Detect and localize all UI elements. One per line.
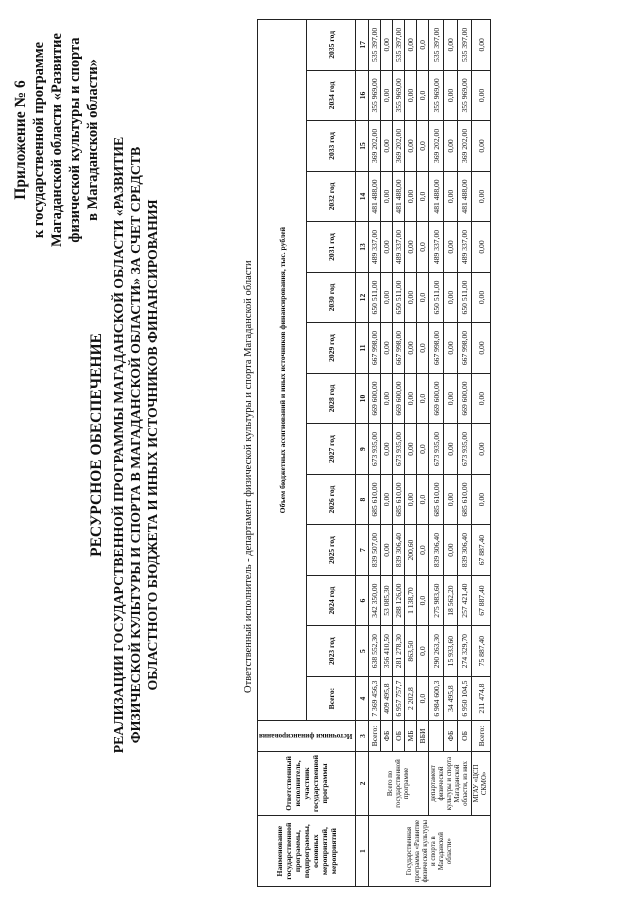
- value-cell: 839 306,40: [393, 525, 405, 576]
- column-number: 11: [356, 323, 369, 374]
- value-cell: 481 488,00: [458, 171, 472, 222]
- value-cell: 535 397,00: [393, 20, 405, 71]
- value-cell: 290 263,30: [429, 626, 443, 677]
- value-cell: 0,00: [443, 222, 457, 273]
- appendix-title: Приложение № 6: [12, 80, 29, 200]
- source-cell: Всего:: [369, 721, 381, 751]
- value-cell: 839 507,00: [369, 525, 381, 576]
- value-cell: 0,00: [472, 20, 491, 71]
- column-number: 9: [356, 424, 369, 475]
- value-cell: 669 600,00: [369, 373, 381, 424]
- value-cell: 0,00: [443, 474, 457, 525]
- header-volume: Объем бюджетных ассигнований и иных источников финансирования, тыс. рублей: [258, 20, 307, 721]
- header-year: 2027 год: [307, 424, 356, 475]
- header-year: 2033 год: [307, 121, 356, 172]
- value-cell: 0,00: [381, 70, 393, 121]
- value-cell: 0,00: [405, 222, 417, 273]
- column-number: 5: [356, 626, 369, 677]
- value-cell: 0,00: [405, 20, 417, 71]
- value-cell: 650 511,00: [369, 272, 381, 323]
- value-cell: 0,00: [381, 525, 393, 576]
- value-cell: 863,50: [405, 626, 417, 677]
- column-number: 13: [356, 222, 369, 273]
- value-cell: 685 610,00: [393, 474, 405, 525]
- column-number: 16: [356, 70, 369, 121]
- header-year: 2035 год: [307, 20, 356, 71]
- value-cell: 0,00: [472, 121, 491, 172]
- value-cell: 489 337,00: [429, 222, 443, 273]
- value-cell: 669 600,00: [393, 373, 405, 424]
- value-cell: 0,00: [443, 424, 457, 475]
- value-cell: 67 887,40: [472, 575, 491, 626]
- value-cell: 0,00: [381, 474, 393, 525]
- column-number: 3: [356, 721, 369, 751]
- header-year: 2032 год: [307, 171, 356, 222]
- source-cell: ФБ: [381, 721, 393, 751]
- value-cell: 0,00: [381, 323, 393, 374]
- column-number: 14: [356, 171, 369, 222]
- header-year: 2029 год: [307, 323, 356, 374]
- value-cell: 667 998,00: [458, 323, 472, 374]
- value-cell: 369 202,00: [393, 121, 405, 172]
- value-cell: 685 610,00: [429, 474, 443, 525]
- header-year: 2025 год: [307, 525, 356, 576]
- appendix-line: Магаданской области «Развитие: [49, 33, 65, 247]
- heading-line: ОБЛАСТНОГО БЮДЖЕТА И ИНЫХ ИСТОЧНИКОВ ФИНАНСИРОВАНИЯ: [145, 199, 160, 691]
- source-cell: МБ: [405, 721, 417, 751]
- value-cell: 0,00: [405, 373, 417, 424]
- table-row: [369, 20, 381, 887]
- value-cell: 342 350,00: [369, 575, 381, 626]
- value-cell: 200,60: [405, 525, 417, 576]
- column-number: 2: [356, 751, 369, 816]
- value-cell: 673 935,00: [369, 424, 381, 475]
- value-cell: 650 511,00: [458, 272, 472, 323]
- value-cell: 2 202,8: [405, 676, 417, 720]
- value-cell: 0,00: [381, 171, 393, 222]
- value-cell: 839 306,40: [458, 525, 472, 576]
- value-cell: 355 969,00: [429, 70, 443, 121]
- value-cell: 7 369 456,3: [369, 676, 381, 720]
- header-total: Всего:: [307, 676, 356, 720]
- value-cell: 685 610,00: [369, 474, 381, 525]
- value-cell: 0,0: [417, 474, 429, 525]
- value-cell: 34 495,8: [443, 676, 457, 720]
- column-number: 6: [356, 575, 369, 626]
- value-cell: 0,0: [417, 525, 429, 576]
- header-source-text: Источники финансирования: [259, 732, 353, 741]
- responsible-cell: Всего по государственной программе: [369, 751, 429, 816]
- value-cell: 667 998,00: [369, 323, 381, 374]
- source-cell: ФБ: [443, 721, 457, 751]
- value-cell: 0,00: [443, 70, 457, 121]
- source-cell: ОБ: [458, 721, 472, 751]
- value-cell: 0,00: [472, 70, 491, 121]
- heading-line: РЕАЛИЗАЦИИ ГОСУДАРСТВЕННОЙ ПРОГРАММЫ МАГАДАНСКОЙ ОБЛАСТИ «РАЗВИТИЕ: [111, 136, 126, 754]
- value-cell: 481 488,00: [369, 171, 381, 222]
- source-cell: [429, 721, 443, 751]
- value-cell: 0,0: [417, 676, 429, 720]
- value-cell: 489 337,00: [458, 222, 472, 273]
- value-cell: 1 138,70: [405, 575, 417, 626]
- column-number: 4: [356, 676, 369, 720]
- value-cell: 257 421,40: [458, 575, 472, 626]
- resource-table: [257, 19, 491, 887]
- value-cell: 0,0: [417, 373, 429, 424]
- value-cell: 275 983,60: [429, 575, 443, 626]
- value-cell: 673 935,00: [393, 424, 405, 475]
- table-row: [472, 20, 491, 887]
- value-cell: 0,00: [405, 70, 417, 121]
- table-body: [369, 20, 491, 887]
- value-cell: 0,00: [381, 222, 393, 273]
- value-cell: 535 397,00: [429, 20, 443, 71]
- value-cell: 673 935,00: [429, 424, 443, 475]
- value-cell: 369 202,00: [429, 121, 443, 172]
- column-number: 17: [356, 20, 369, 71]
- value-cell: 15 933,60: [443, 626, 457, 677]
- value-cell: 0,0: [417, 222, 429, 273]
- value-cell: 0,00: [443, 373, 457, 424]
- value-cell: 0,00: [472, 424, 491, 475]
- value-cell: 0,00: [405, 121, 417, 172]
- value-cell: 0,00: [472, 222, 491, 273]
- value-cell: 0,00: [405, 323, 417, 374]
- column-number: 7: [356, 525, 369, 576]
- value-cell: 0,0: [417, 323, 429, 374]
- value-cell: 356 410,50: [381, 626, 393, 677]
- value-cell: 0,00: [472, 272, 491, 323]
- value-cell: 0,00: [381, 20, 393, 71]
- source-cell: ВБИ: [417, 721, 429, 751]
- value-cell: 0,00: [381, 121, 393, 172]
- value-cell: 0,00: [381, 272, 393, 323]
- value-cell: 0,0: [417, 626, 429, 677]
- value-cell: 481 488,00: [429, 171, 443, 222]
- value-cell: 355 969,00: [393, 70, 405, 121]
- header-year: 2028 год: [307, 373, 356, 424]
- value-cell: 6 957 757,7: [393, 676, 405, 720]
- value-cell: 369 202,00: [369, 121, 381, 172]
- value-cell: 489 337,00: [369, 222, 381, 273]
- value-cell: 355 969,00: [369, 70, 381, 121]
- value-cell: 0,00: [405, 474, 417, 525]
- value-cell: 489 337,00: [393, 222, 405, 273]
- value-cell: 0,0: [417, 121, 429, 172]
- value-cell: 0,0: [417, 424, 429, 475]
- responsible-executor-note: Ответственный исполнитель - департамент физической культуры и спорта Магаданской области: [243, 260, 254, 693]
- value-cell: 0,00: [405, 171, 417, 222]
- value-cell: 0,00: [381, 373, 393, 424]
- value-cell: 650 511,00: [393, 272, 405, 323]
- column-number: 10: [356, 373, 369, 424]
- value-cell: 0,00: [443, 323, 457, 374]
- value-cell: 667 998,00: [429, 323, 443, 374]
- header-year: 2034 год: [307, 70, 356, 121]
- value-cell: 0,00: [472, 171, 491, 222]
- value-cell: 481 488,00: [393, 171, 405, 222]
- value-cell: 0,00: [472, 373, 491, 424]
- column-number-row: [356, 20, 369, 887]
- value-cell: 288 126,00: [393, 575, 405, 626]
- responsible-cell: МГАУ «ЦСП СКМО»: [472, 751, 491, 816]
- value-cell: 211 474,8: [472, 676, 491, 720]
- appendix-line: в Магаданской области»: [85, 59, 101, 221]
- value-cell: 0,00: [443, 171, 457, 222]
- table-row: [429, 20, 443, 887]
- value-cell: 67 887,40: [472, 525, 491, 576]
- value-cell: 0,00: [381, 424, 393, 475]
- value-cell: 6 950 104,5: [458, 676, 472, 720]
- value-cell: 369 202,00: [458, 121, 472, 172]
- value-cell: 673 935,00: [458, 424, 472, 475]
- value-cell: 0,0: [417, 70, 429, 121]
- header-name: Наименование государственной программы, подпрограммы, основных мероприятий, мероприятий: [258, 816, 356, 887]
- value-cell: 0,00: [443, 121, 457, 172]
- header-year: 2024 год: [307, 575, 356, 626]
- value-cell: 650 511,00: [429, 272, 443, 323]
- value-cell: 0,00: [472, 323, 491, 374]
- program-name-cell: Государственная программа «Развитие физической культуры и спорта в Магаданской области»: [369, 816, 491, 887]
- value-cell: 18 562,20: [443, 575, 457, 626]
- value-cell: 0,00: [405, 272, 417, 323]
- appendix-line: физической культуры и спорта: [67, 37, 83, 243]
- value-cell: 0,00: [405, 424, 417, 475]
- value-cell: 839 306,40: [429, 525, 443, 576]
- value-cell: 638 552,30: [369, 626, 381, 677]
- value-cell: 0,00: [443, 272, 457, 323]
- column-number: 1: [356, 816, 369, 887]
- responsible-cell: департамент физической культуры и спорта Магаданской области, из них: [429, 751, 472, 816]
- source-cell: ОБ: [393, 721, 405, 751]
- document-heading: [88, 135, 161, 755]
- value-cell: 0,0: [417, 171, 429, 222]
- header-responsible: Ответственный исполнитель, участник государственной программы: [258, 751, 356, 816]
- value-cell: 535 397,00: [458, 20, 472, 71]
- header-year: 2026 год: [307, 474, 356, 525]
- header-year: 2023 год: [307, 626, 356, 677]
- value-cell: 274 329,70: [458, 626, 472, 677]
- value-cell: 281 278,30: [393, 626, 405, 677]
- value-cell: 6 984 600,3: [429, 676, 443, 720]
- column-number: 8: [356, 474, 369, 525]
- header-source: [258, 721, 356, 751]
- value-cell: 409 495,8: [381, 676, 393, 720]
- value-cell: 355 969,00: [458, 70, 472, 121]
- value-cell: 0,00: [443, 20, 457, 71]
- value-cell: 0,0: [417, 20, 429, 71]
- value-cell: 53 085,30: [381, 575, 393, 626]
- value-cell: 0,00: [443, 525, 457, 576]
- value-cell: 75 887,40: [472, 626, 491, 677]
- column-number: 15: [356, 121, 369, 172]
- source-cell: Всего:: [472, 721, 491, 751]
- heading-title: РЕСУРСНОЕ ОБЕСПЕЧЕНИЕ: [88, 333, 105, 557]
- value-cell: 0,0: [417, 272, 429, 323]
- value-cell: 0,00: [472, 474, 491, 525]
- heading-line: ФИЗИЧЕСКОЙ КУЛЬТУРЫ И СПОРТА В МАГАДАНСКОЙ ОБЛАСТИ» ЗА СЧЕТ СРЕДСТВ: [128, 146, 143, 744]
- value-cell: 669 600,00: [429, 373, 443, 424]
- value-cell: 669 600,00: [458, 373, 472, 424]
- value-cell: 535 397,00: [369, 20, 381, 71]
- value-cell: 667 998,00: [393, 323, 405, 374]
- value-cell: 0,0: [417, 575, 429, 626]
- header-year: 2031 год: [307, 222, 356, 273]
- value-cell: 685 610,00: [458, 474, 472, 525]
- header-year: 2030 год: [307, 272, 356, 323]
- appendix-line: к государственной программе: [31, 41, 47, 239]
- column-number: 12: [356, 272, 369, 323]
